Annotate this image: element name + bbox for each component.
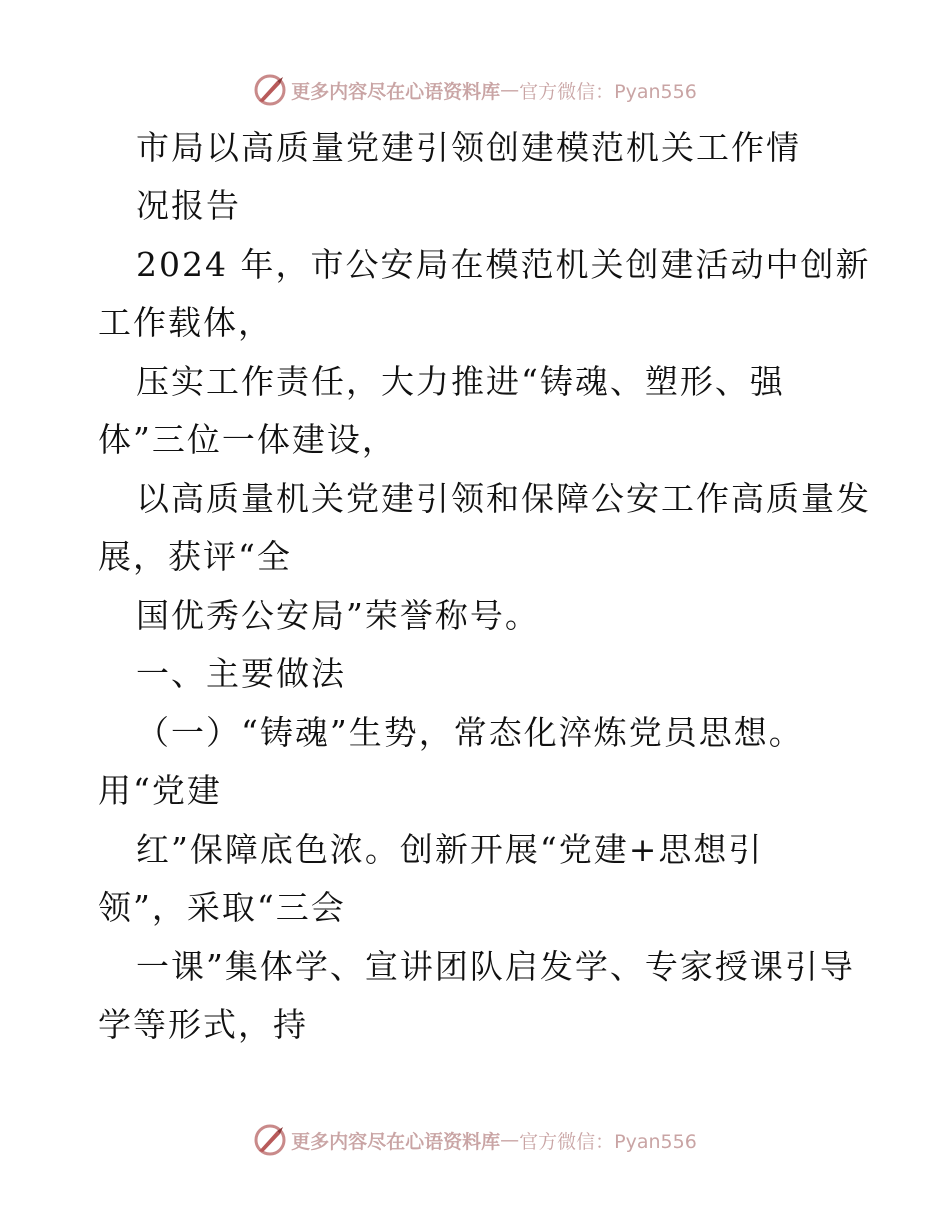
watermark-contact-text: 官方微信：Pyan556 xyxy=(519,80,697,103)
footer-watermark xyxy=(0,1120,950,1160)
doc-title-line-2: 况报告 xyxy=(136,186,241,225)
doc-paragraph-line: 压实工作责任，大力推进“铸魂、塑形、强 xyxy=(136,362,785,401)
doc-paragraph-line: 以高质量机关党建引领和保障公安工作高质量发 xyxy=(136,479,871,518)
quill-logo-icon xyxy=(253,73,287,107)
doc-title-line-1: 市局以高质量党建引领创建模范机关工作情 xyxy=(136,128,801,167)
doc-paragraph-line: 工作载体， xyxy=(98,303,273,342)
watermark-contact-text: 官方微信：Pyan556 xyxy=(519,1130,697,1153)
doc-paragraph-line: 国优秀公安局”荣誉称号。 xyxy=(136,596,540,635)
doc-section-heading: 一、主要做法 xyxy=(136,654,346,693)
doc-paragraph-line: 体”三位一体建设， xyxy=(98,420,397,459)
watermark-dash: — xyxy=(500,79,520,101)
doc-paragraph-line: 领”，采取“三会 xyxy=(98,888,346,927)
doc-paragraph-line: 展，获评“全 xyxy=(98,537,292,576)
watermark-dash: — xyxy=(500,1129,520,1151)
watermark-site-text: 更多内容尽在心语资料库 xyxy=(291,80,501,103)
header-watermark xyxy=(0,70,950,110)
doc-paragraph-line: 用“党建 xyxy=(98,771,222,810)
watermark-site-text: 更多内容尽在心语资料库 xyxy=(291,1130,501,1153)
doc-paragraph-line: 2024 年，市公安局在模范机关创建活动中创新 xyxy=(136,245,871,284)
doc-paragraph-line: 一课”集体学、宣讲团队启发学、专家授课引导 xyxy=(136,947,855,986)
doc-subsection-heading: （一）“铸魂”生势，常态化淬炼党员思想。 xyxy=(136,713,804,752)
quill-logo-icon xyxy=(253,1123,287,1157)
doc-paragraph-line: 红”保障底色浓。创新开展“党建+思想引 xyxy=(136,830,764,869)
doc-paragraph-line: 学等形式，持 xyxy=(98,1005,308,1044)
